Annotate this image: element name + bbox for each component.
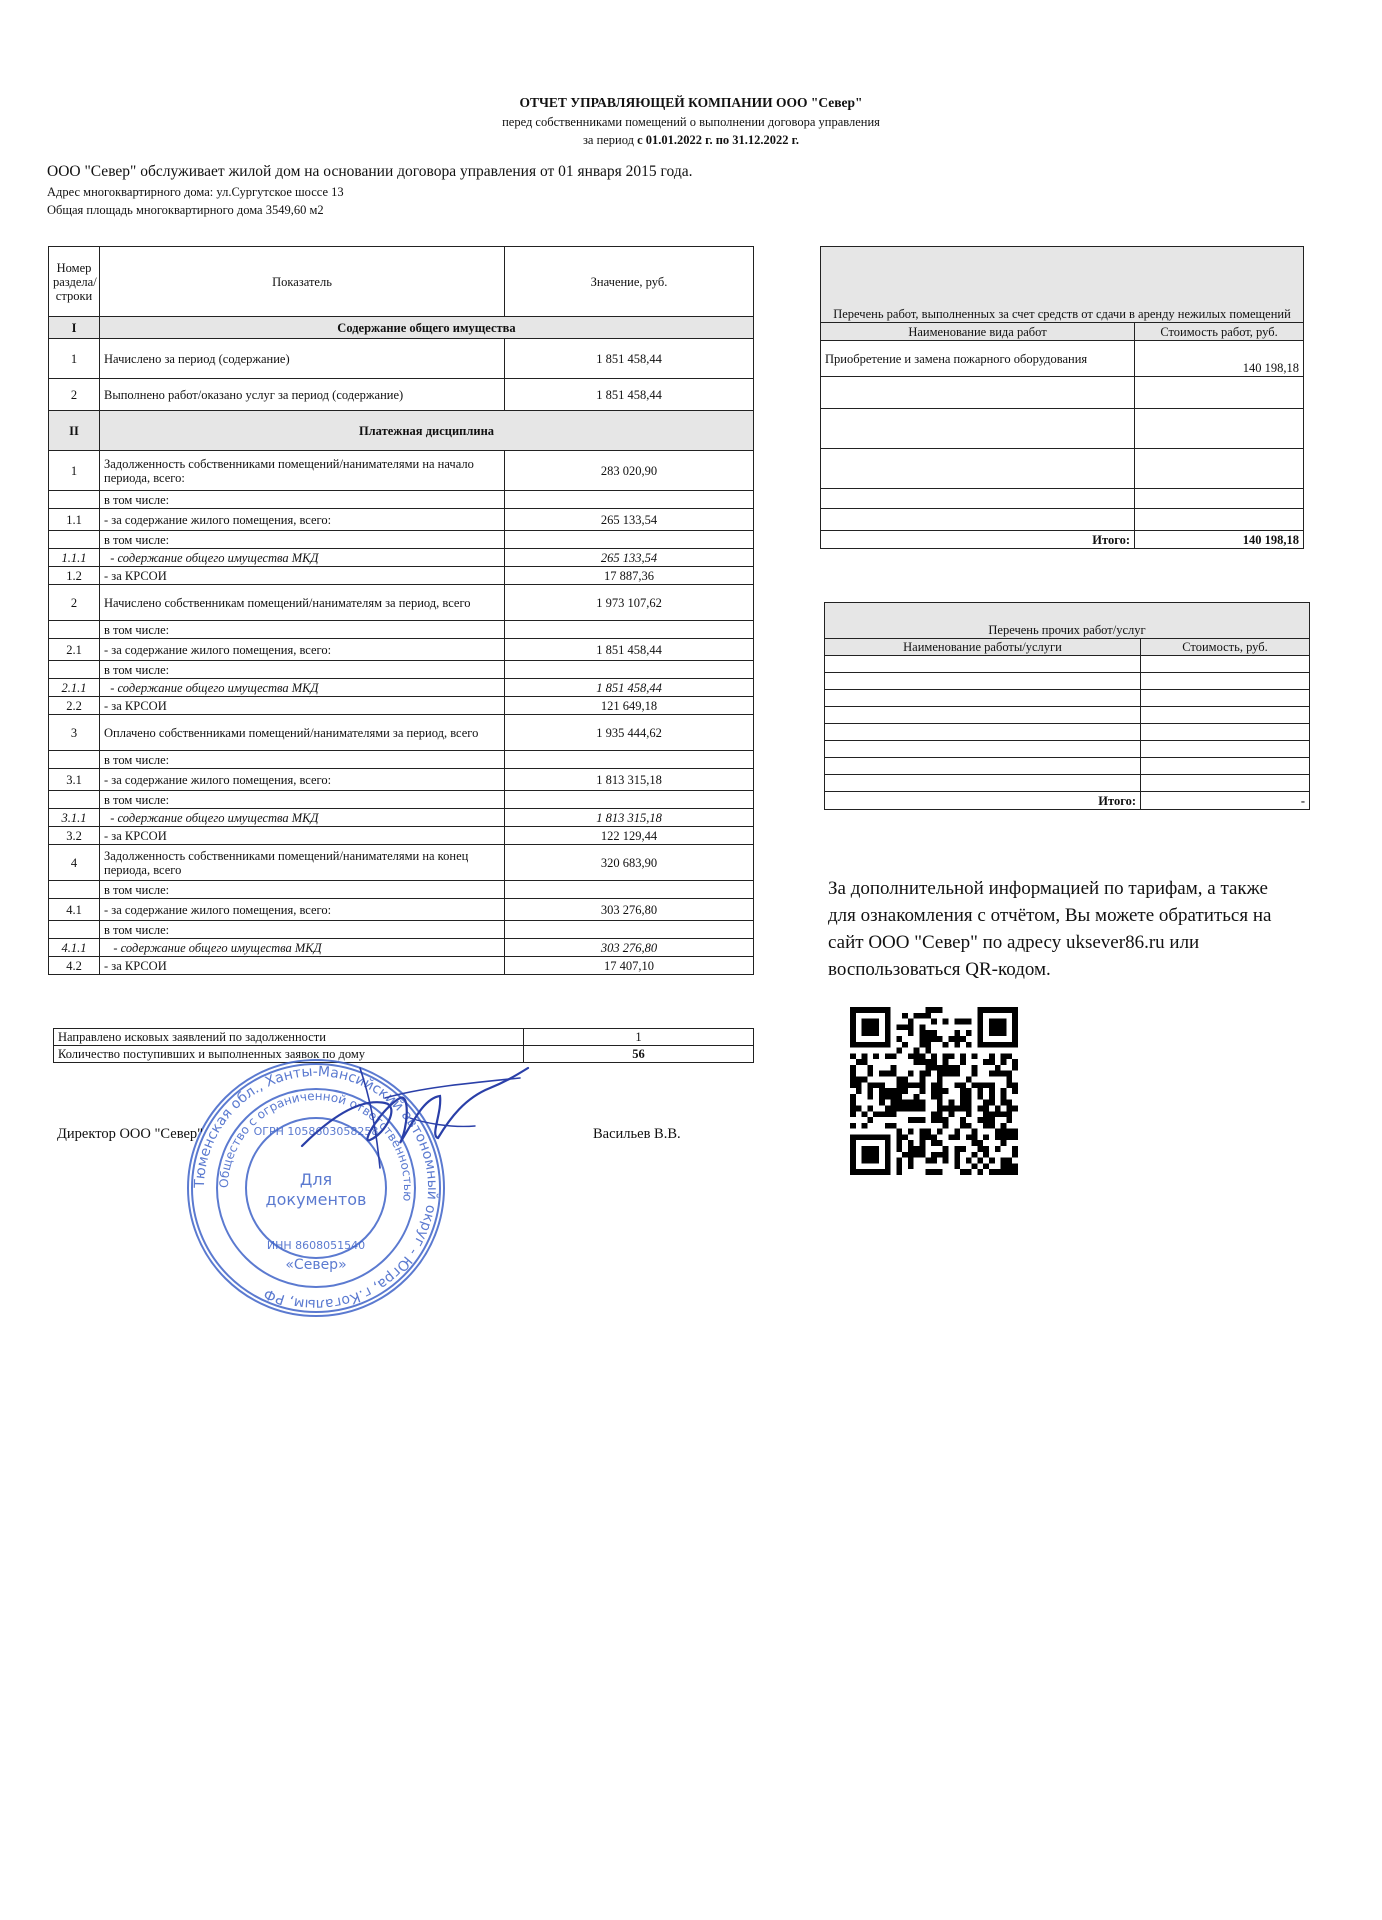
stamp-inner-text: Общество с ограниченной ответственностью	[216, 1088, 416, 1202]
works-total-label: Итого:	[821, 531, 1135, 549]
table-row	[49, 567, 754, 585]
table-row	[49, 491, 754, 509]
table-row	[49, 661, 754, 679]
row-value: 320 683,90	[505, 845, 754, 881]
row-number: 2.1.1	[49, 679, 100, 697]
row-value: 1 851 458,44	[505, 379, 754, 411]
row-label: в том числе:	[100, 881, 505, 899]
claims-label: Направлено исковых заявлений по задолженности	[54, 1029, 524, 1046]
table-row	[49, 531, 754, 549]
row-value	[505, 531, 754, 549]
table-row	[49, 921, 754, 939]
table-row	[49, 585, 754, 621]
works-col-name: Наименование вида работ	[821, 323, 1135, 341]
works-empty-row	[821, 377, 1304, 409]
row-number	[49, 751, 100, 769]
report-title: ОТЧЕТ УПРАВЛЯЮЩЕЙ КОМПАНИИ ООО "Север"	[519, 95, 863, 110]
row-number	[49, 791, 100, 809]
row-label: в том числе:	[100, 491, 505, 509]
other-col-name: Наименование работы/услуги	[825, 639, 1141, 656]
table-row	[49, 621, 754, 639]
row-number: 2	[49, 585, 100, 621]
row-value: 303 276,80	[505, 899, 754, 921]
header-value: Значение, руб.	[505, 247, 754, 317]
main-report-table	[48, 246, 754, 975]
row-label: - за КРСОИ	[100, 827, 505, 845]
row-number: 1.1.1	[49, 549, 100, 567]
row-value: 122 129,44	[505, 827, 754, 845]
table-row	[49, 791, 754, 809]
stamp-center-line1: Для	[299, 1170, 333, 1189]
row-label: - содержание общего имущества МКД	[100, 549, 505, 567]
row-value: 1 935 444,62	[505, 715, 754, 751]
info-text: За дополнительной информацией по тарифам, а также для ознакомления с отчётом, Вы можете обратиться на сайт ООО "Север" по адресу uksever86.ru или воспользоваться QR-кодом.	[828, 878, 1272, 980]
row-label: Выполнено работ/оказано услуг за период (содержание)	[100, 379, 505, 411]
row-value: 265 133,54	[505, 549, 754, 567]
claims-value: 1	[524, 1029, 754, 1046]
row-number: 2.1	[49, 639, 100, 661]
row-label: Начислено собственникам помещений/нанимателям за период, всего	[100, 585, 505, 621]
house-address: Адрес многоквартирного дома: ул.Сургутское шоссе 13	[47, 185, 344, 199]
section-number: I	[49, 317, 100, 339]
works-empty-row	[821, 409, 1304, 449]
works-total-value: 140 198,18	[1135, 531, 1304, 549]
qr-code-icon[interactable]	[850, 1007, 1018, 1175]
header-row-number: Номер раздела/строки	[49, 247, 100, 317]
row-number: 3	[49, 715, 100, 751]
other-empty-row	[825, 724, 1310, 741]
row-number	[49, 881, 100, 899]
requests-value: 56	[524, 1046, 754, 1063]
row-value: 265 133,54	[505, 509, 754, 531]
row-value	[505, 751, 754, 769]
row-number: 4	[49, 845, 100, 881]
stamp-inn: ИНН 8608051540	[266, 1239, 366, 1252]
row-label: Задолженность собственниками помещений/нанимателями на конец периода, всего	[100, 845, 505, 881]
row-value: 1 851 458,44	[505, 639, 754, 661]
row-number: 3.2	[49, 827, 100, 845]
table-row	[49, 881, 754, 899]
row-number: 4.2	[49, 957, 100, 975]
report-period-dates: с 01.01.2022 г. по 31.12.2022 г.	[637, 133, 800, 147]
row-label: в том числе:	[100, 661, 505, 679]
table-row	[49, 751, 754, 769]
stamp-outer-text: Тюменская обл., Ханты-Мансийский автономный округ - Югра, г.Когалым, РФ	[191, 1063, 441, 1313]
intro-text: ООО "Север" обслуживает жилой дом на основании договора управления от 01 января 2015 года.	[47, 163, 693, 180]
table-row	[49, 845, 754, 881]
row-label: - за содержание жилого помещения, всего:	[100, 899, 505, 921]
row-label: в том числе:	[100, 621, 505, 639]
header-indicator: Показатель	[100, 247, 505, 317]
other-works-table	[824, 602, 1310, 810]
row-value	[505, 881, 754, 899]
row-number: 3.1	[49, 769, 100, 791]
row-label: Начислено за период (содержание)	[100, 339, 505, 379]
row-label: в том числе:	[100, 791, 505, 809]
row-value: 1 851 458,44	[505, 339, 754, 379]
works-table	[820, 246, 1304, 549]
row-value: 17 887,36	[505, 567, 754, 585]
row-label: - за КРСОИ	[100, 697, 505, 715]
table-row	[49, 679, 754, 697]
table-row	[49, 451, 754, 491]
works-col-cost: Стоимость работ, руб.	[1135, 323, 1304, 341]
director-label: Директор ООО "Север"	[57, 1126, 204, 1142]
table-row	[49, 697, 754, 715]
other-empty-row	[825, 673, 1310, 690]
row-value	[505, 621, 754, 639]
stamp-company: «Север»	[285, 1257, 347, 1273]
other-empty-row	[825, 775, 1310, 792]
table-row	[49, 715, 754, 751]
row-value: 1 973 107,62	[505, 585, 754, 621]
table-row	[49, 809, 754, 827]
stamp-ogrn: ОГРН 1058603058258	[253, 1125, 379, 1138]
section-number: II	[49, 411, 100, 451]
works-item-name: Приобретение и замена пожарного оборудования	[821, 341, 1135, 377]
works-empty-row	[821, 449, 1304, 489]
row-value: 283 020,90	[505, 451, 754, 491]
stamp-center-line2: документов	[265, 1190, 367, 1209]
row-label: в том числе:	[100, 751, 505, 769]
section-title: Платежная дисциплина	[100, 411, 754, 451]
works-empty-row	[821, 489, 1304, 509]
row-value	[505, 491, 754, 509]
works-title: Перечень работ, выполненных за счет средств от сдачи в аренду нежилых помещений	[821, 247, 1304, 323]
report-subtitle: перед собственниками помещений о выполнении договора управления	[502, 115, 880, 129]
table-row	[49, 509, 754, 531]
row-value	[505, 661, 754, 679]
signature-scribble	[290, 1058, 530, 1188]
row-number: 1.1	[49, 509, 100, 531]
row-label: - за содержание жилого помещения, всего:	[100, 509, 505, 531]
report-period: за период с 01.01.2022 г. по 31.12.2022 г.	[582, 133, 800, 147]
director-name: Васильев В.В.	[593, 1126, 681, 1142]
table-row	[49, 769, 754, 791]
row-value: 1 813 315,18	[505, 809, 754, 827]
row-label: - за КРСОИ	[100, 567, 505, 585]
works-item-cost: 140 198,18	[1135, 341, 1304, 377]
row-number: 4.1.1	[49, 939, 100, 957]
row-label: - за содержание жилого помещения, всего:	[100, 639, 505, 661]
table-row	[49, 827, 754, 845]
row-value: 303 276,80	[505, 939, 754, 957]
house-area: Общая площадь многоквартирного дома 3549,60 м2	[47, 203, 324, 217]
row-number	[49, 621, 100, 639]
row-value: 1 851 458,44	[505, 679, 754, 697]
row-label: - содержание общего имущества МКД	[100, 679, 505, 697]
row-number	[49, 661, 100, 679]
row-number	[49, 491, 100, 509]
row-value	[505, 791, 754, 809]
row-label: - содержание общего имущества МКД	[100, 939, 505, 957]
row-number: 1.2	[49, 567, 100, 585]
row-number: 4.1	[49, 899, 100, 921]
row-number: 1	[49, 451, 100, 491]
row-number	[49, 531, 100, 549]
row-label: в том числе:	[100, 921, 505, 939]
row-number: 3.1.1	[49, 809, 100, 827]
row-value: 17 407,10	[505, 957, 754, 975]
works-empty-row	[821, 509, 1304, 531]
other-empty-row	[825, 758, 1310, 775]
row-number	[49, 921, 100, 939]
table-row	[49, 899, 754, 921]
row-label: в том числе:	[100, 531, 505, 549]
row-number: 2	[49, 379, 100, 411]
table-row	[49, 639, 754, 661]
other-empty-row	[825, 690, 1310, 707]
other-total-label: Итого:	[825, 792, 1141, 810]
row-label: - за содержание жилого помещения, всего:	[100, 769, 505, 791]
other-col-cost: Стоимость, руб.	[1141, 639, 1310, 656]
row-number: 2.2	[49, 697, 100, 715]
other-title: Перечень прочих работ/услуг	[825, 603, 1310, 639]
section-title: Содержание общего имущества	[100, 317, 754, 339]
row-number: 1	[49, 339, 100, 379]
row-value	[505, 921, 754, 939]
row-label: - содержание общего имущества МКД	[100, 809, 505, 827]
other-empty-row	[825, 656, 1310, 673]
other-empty-row	[825, 741, 1310, 758]
row-value: 121 649,18	[505, 697, 754, 715]
requests-label: Количество поступивших и выполненных заявок по дому	[54, 1046, 524, 1063]
row-label: Оплачено собственниками помещений/нанимателями за период, всего	[100, 715, 505, 751]
table-row	[49, 939, 754, 957]
other-empty-row	[825, 707, 1310, 724]
other-total-value: -	[1141, 792, 1310, 810]
table-row	[49, 957, 754, 975]
row-label: - за КРСОИ	[100, 957, 505, 975]
row-value: 1 813 315,18	[505, 769, 754, 791]
table-row	[49, 549, 754, 567]
row-label: Задолженность собственниками помещений/нанимателями на начало периода, всего:	[100, 451, 505, 491]
